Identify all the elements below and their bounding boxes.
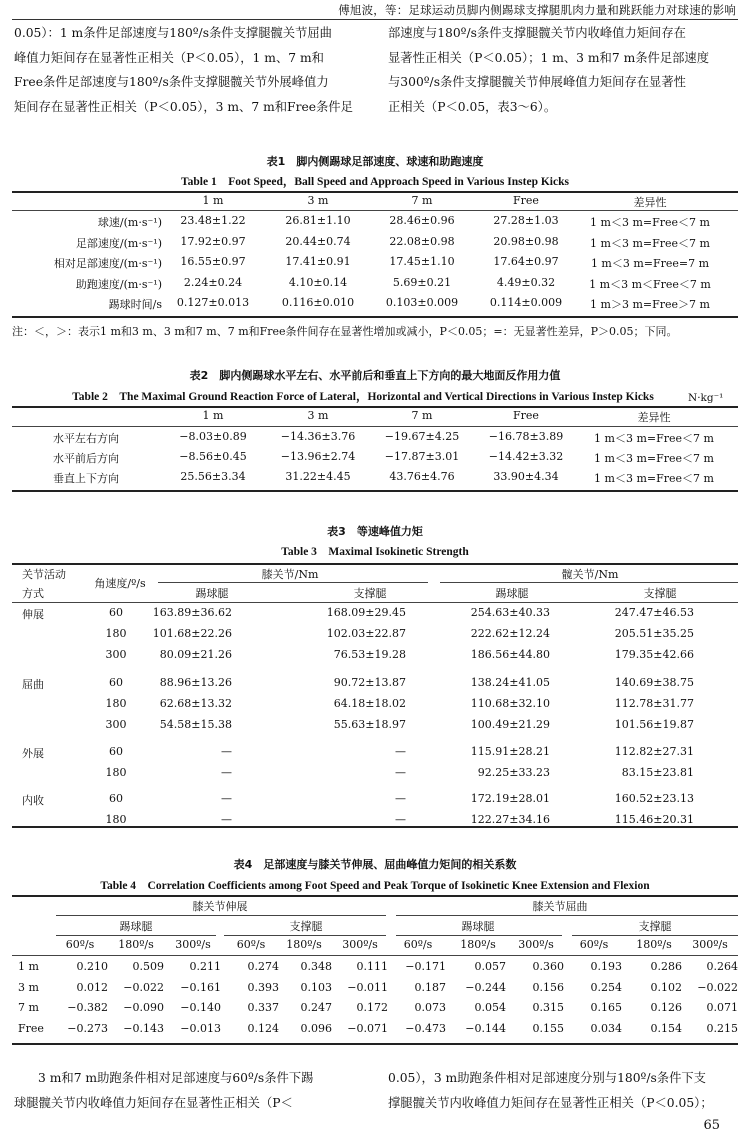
table4-cell: 0.509 bbox=[132, 960, 164, 973]
table2-cell: 43.76±4.76 bbox=[389, 470, 455, 483]
table3-joint-label: 外展 bbox=[22, 747, 44, 761]
table2-cell: 25.56±3.34 bbox=[180, 470, 246, 483]
table3-cell: 115.91±28.21 bbox=[470, 745, 550, 759]
table4-subheader: 支撑腿 bbox=[638, 920, 672, 933]
table4-cell: 0.071 bbox=[706, 1001, 738, 1014]
table3-header-knee: 膝关节/Nm bbox=[261, 568, 319, 581]
table3-cell: — bbox=[221, 766, 232, 780]
table4-ext-rule bbox=[56, 915, 386, 916]
table3-cell: — bbox=[221, 745, 232, 759]
table1-row-label: 助跑速度/(m·s⁻¹) bbox=[75, 277, 162, 291]
table3-cell: 102.03±22.87 bbox=[326, 627, 406, 641]
table4-cell: 0.393 bbox=[247, 980, 279, 994]
table4-row-label: Free bbox=[18, 1021, 44, 1035]
table4-cell: 0.034 bbox=[590, 1021, 622, 1035]
table4-cell: −0.273 bbox=[67, 1021, 108, 1035]
table3-header-joint-motion: 关节活动 bbox=[22, 568, 66, 581]
table4-cell: −0.140 bbox=[180, 1001, 221, 1014]
table1-cell: 17.92±0.97 bbox=[180, 234, 246, 248]
table4-row-label: 3 m bbox=[18, 980, 39, 994]
table4-bottom-rule bbox=[12, 1043, 738, 1045]
table4-cell: 0.124 bbox=[247, 1021, 279, 1035]
table4-cell: 0.103 bbox=[300, 980, 332, 994]
table1-header-cell: 7 m bbox=[411, 194, 433, 207]
table2-cell: −17.87±3.01 bbox=[384, 450, 460, 463]
table3-cell: 83.15±23.81 bbox=[621, 766, 694, 780]
table1-header-cell: 差异性 bbox=[633, 196, 667, 209]
table4-speed-header: 60º/s bbox=[65, 938, 95, 951]
table2-cell: −16.78±3.89 bbox=[488, 430, 564, 443]
table4-header-flex: 膝关节屈曲 bbox=[532, 900, 588, 913]
table4-cell: −0.143 bbox=[123, 1021, 164, 1035]
paragraph-line: 显著性正相关（P＜0.05）；1 m、3 m和7 m条件足部速度 bbox=[388, 50, 710, 65]
table3-cell: 92.25±33.23 bbox=[477, 766, 550, 780]
table4-speed-header: 180º/s bbox=[460, 938, 496, 951]
table2-caption-en: Table 2 The Maximal Ground Reaction Force of Lateral，Horizontal and Vertical Directions in Various Instep Kicks bbox=[72, 391, 654, 403]
table2-header-cell: 1 m bbox=[202, 409, 224, 422]
table4-cell: 0.286 bbox=[650, 960, 682, 973]
table3-speed-cell: 180 bbox=[105, 766, 127, 780]
table4-subheader: 踢球腿 bbox=[119, 920, 153, 933]
paragraph-line: 峰值力矩间存在显著性正相关（P＜0.05），1 m、7 m和 bbox=[14, 50, 324, 65]
table4-cell: 0.210 bbox=[76, 960, 108, 973]
table2-bottom-rule bbox=[12, 490, 738, 492]
table4-speed-header: 180º/s bbox=[286, 938, 322, 951]
table3-cell: 55.63±18.97 bbox=[333, 718, 406, 731]
paragraph-line: 撑腿髋关节内收峰值力矩间存在显著性正相关（P＜0.05）； bbox=[388, 1095, 713, 1110]
table3-joint-label: 伸展 bbox=[22, 608, 44, 621]
table3-hip-rule bbox=[440, 582, 738, 583]
table1-note: 注：＜，＞：表示1 m和3 m、3 m和7 m、7 m和Free条件间存在显著性增加或减小，P＜0.05；=：无显著性差异，P＞0.05；下同。 bbox=[12, 325, 678, 338]
table4-kick-rule-1 bbox=[56, 935, 216, 936]
table2-row-label: 水平前后方向 bbox=[53, 452, 119, 465]
table1-row-label: 足部速度/(m·s⁻¹) bbox=[75, 236, 162, 250]
table3-speed-cell: 300 bbox=[105, 718, 127, 731]
table1-cell: 27.28±1.03 bbox=[493, 214, 559, 227]
table2-cell: −19.67±4.25 bbox=[384, 430, 460, 443]
table4-speed-header: 180º/s bbox=[636, 938, 672, 951]
table3-speed-cell: 180 bbox=[105, 812, 127, 826]
table1-bottom-rule bbox=[12, 316, 738, 318]
table2-cell: 1 m＜3 m=Free＜7 m bbox=[594, 472, 714, 485]
table4-speed-header: 300º/s bbox=[175, 938, 211, 951]
paragraph-line: 球腿髋关节内收峰值力矩间存在显著性正相关（P＜ bbox=[14, 1095, 293, 1110]
table4-cell: 0.254 bbox=[590, 980, 622, 994]
table3-cell: 172.19±28.01 bbox=[470, 791, 550, 805]
table4-cell: 0.187 bbox=[414, 980, 446, 994]
table4-cell: 0.111 bbox=[356, 960, 388, 973]
table4-cell: −0.244 bbox=[465, 980, 506, 994]
page-number: 65 bbox=[703, 1118, 720, 1133]
table3-speed-cell: 60 bbox=[109, 745, 123, 759]
paragraph-line: 0.05）：1 m条件足部速度与180º/s条件支撑腿髋关节屈曲 bbox=[14, 26, 332, 40]
table3-joint-label: 屈曲 bbox=[22, 677, 44, 691]
table3-cell: — bbox=[395, 745, 406, 759]
table1-cell: 5.69±0.21 bbox=[392, 275, 452, 289]
table1-cell: 28.46±0.96 bbox=[389, 214, 455, 227]
table3-cell: 64.18±18.02 bbox=[333, 696, 406, 710]
table3-cell: 163.89±36.62 bbox=[152, 606, 232, 619]
paragraph-line: 3 m和7 m助跑条件相对足部速度与60º/s条件下踢 bbox=[38, 1071, 314, 1085]
paragraph-line: 正相关（P＜0.05，表3～6）。 bbox=[388, 99, 557, 114]
table1-header-cell: Free bbox=[513, 194, 539, 207]
table4-cell: 0.096 bbox=[300, 1021, 332, 1035]
table3-speed-cell: 60 bbox=[109, 791, 123, 805]
table2-cell: 1 m＜3 m=Free＜7 m bbox=[594, 452, 714, 465]
table1-cell: 23.48±1.22 bbox=[180, 214, 246, 227]
table4-cell: −0.022 bbox=[697, 980, 738, 994]
table1-cell: 17.41±0.91 bbox=[285, 255, 351, 268]
table2-unit: N·kg⁻¹ bbox=[688, 392, 724, 404]
table3-subheader: 支撑腿 bbox=[353, 587, 387, 600]
table3-cell: 112.78±31.77 bbox=[614, 696, 694, 710]
table3-cell: 80.09±21.26 bbox=[159, 648, 232, 662]
table4-cell: 0.247 bbox=[300, 1001, 332, 1014]
table3-subheader: 踢球腿 bbox=[195, 587, 229, 600]
table3-cell: 138.24±41.05 bbox=[470, 675, 550, 689]
table1-cell: 17.64±0.97 bbox=[493, 255, 559, 268]
table4-cell: −0.473 bbox=[405, 1021, 446, 1035]
table3-cell: 100.49±21.29 bbox=[470, 718, 550, 731]
table4-cell: 0.348 bbox=[300, 960, 332, 973]
table4-cell: 0.165 bbox=[590, 1001, 622, 1014]
table4-speed-header: 300º/s bbox=[342, 938, 378, 951]
table3-cell: — bbox=[395, 791, 406, 805]
table4-cell: 0.193 bbox=[590, 960, 622, 973]
table4-cell: 0.102 bbox=[650, 980, 682, 994]
table2-header-cell: Free bbox=[513, 409, 539, 422]
table3-caption-en: Table 3 Maximal Isokinetic Strength bbox=[281, 546, 469, 558]
table2-row-label: 水平左右方向 bbox=[53, 432, 119, 445]
table1-header-cell: 3 m bbox=[307, 194, 329, 207]
table4-cell: −0.011 bbox=[347, 980, 388, 994]
table3-speed-cell: 180 bbox=[105, 627, 127, 641]
table3-cell: 222.62±12.24 bbox=[470, 627, 550, 641]
table2-header-cell: 3 m bbox=[307, 409, 329, 422]
table3-cell: 90.72±13.87 bbox=[333, 675, 406, 689]
table3-cell: 168.09±29.45 bbox=[326, 606, 406, 619]
table3-joint-label: 内收 bbox=[22, 793, 44, 807]
table3-bottom-rule bbox=[12, 826, 738, 828]
table4-support-rule-2 bbox=[572, 935, 738, 936]
table4-cell: 0.360 bbox=[532, 960, 564, 973]
table4-cell: −0.171 bbox=[405, 960, 446, 973]
table3-cell: 112.82±27.31 bbox=[614, 745, 694, 759]
table2-caption-zh: 表2 脚内侧踢球水平左右、水平前后和垂直上下方向的最大地面反作用力值 bbox=[189, 369, 561, 382]
table1-cell: 26.81±1.10 bbox=[285, 214, 351, 227]
table4-cell: 0.264 bbox=[706, 960, 738, 973]
table2-cell: −14.42±3.32 bbox=[488, 450, 564, 463]
table1-cell: 20.98±0.98 bbox=[493, 234, 559, 248]
table4-cell: −0.161 bbox=[180, 980, 221, 994]
table4-cell: 0.211 bbox=[189, 960, 221, 973]
table4-caption-zh: 表4 足部速度与膝关节伸展、屈曲峰值力矩间的相关系数 bbox=[233, 858, 517, 871]
table4-cell: 0.156 bbox=[532, 980, 564, 994]
table3-cell: 160.52±23.13 bbox=[614, 791, 694, 805]
table3-cell: 115.46±20.31 bbox=[614, 812, 694, 826]
paragraph-line: Free条件足部速度与180º/s条件支撑腿髋关节外展峰值力 bbox=[14, 75, 329, 89]
table4-cell: −0.382 bbox=[67, 1001, 108, 1014]
table4-subheader: 支撑腿 bbox=[289, 920, 323, 933]
table4-speed-header: 60º/s bbox=[579, 938, 609, 951]
table2-top-rule bbox=[12, 406, 738, 408]
table3-subheader: 支撑腿 bbox=[643, 587, 677, 600]
table4-cell: 0.073 bbox=[414, 1001, 446, 1014]
table3-cell: 76.53±19.28 bbox=[333, 648, 406, 662]
table1-top-rule bbox=[12, 191, 738, 193]
table1-cell: 17.45±1.10 bbox=[389, 255, 455, 268]
table4-speed-header: 300º/s bbox=[692, 938, 728, 951]
table2-cell: −8.03±0.89 bbox=[179, 430, 247, 443]
table3-header-speed: 角速度/º/s bbox=[94, 577, 146, 590]
table3-cell: 88.96±13.26 bbox=[159, 675, 232, 689]
table1-row-label: 踢球时间/s bbox=[108, 298, 162, 311]
table1-cell: 1 m＜3 m=Free=7 m bbox=[590, 257, 710, 270]
table3-cell: — bbox=[395, 766, 406, 780]
table1-cell: 1 m＜3 m=Free＜7 m bbox=[590, 236, 710, 250]
table4-cell: 0.337 bbox=[247, 1001, 279, 1014]
table4-caption-en: Table 4 Correlation Coefficients among Foot Speed and Peak Torque of Isokinetic Knee Extension and Flexion bbox=[100, 880, 650, 892]
table2-row-label: 垂直上下方向 bbox=[53, 472, 119, 485]
table4-cell: 0.054 bbox=[474, 1001, 506, 1014]
table1-cell: 0.127±0.013 bbox=[176, 296, 250, 309]
table2-cell: −8.56±0.45 bbox=[179, 450, 247, 463]
table2-cell: −13.96±2.74 bbox=[280, 450, 356, 463]
table4-cell: −0.022 bbox=[123, 980, 164, 994]
paragraph-line: 与300º/s条件支撑腿髋关节伸展峰值力矩间存在显著性 bbox=[388, 75, 686, 89]
table2-cell: 31.22±4.45 bbox=[285, 470, 351, 483]
table4-cell: −0.090 bbox=[123, 1001, 164, 1014]
table4-head-rule bbox=[12, 955, 738, 956]
table3-header-hip: 髋关节/Nm bbox=[561, 568, 619, 581]
table3-speed-cell: 60 bbox=[109, 675, 123, 689]
table4-top-rule bbox=[12, 895, 738, 897]
table4-speed-header: 60º/s bbox=[403, 938, 433, 951]
table3-speed-cell: 180 bbox=[105, 696, 127, 710]
paragraph-line: 部速度与180º/s条件支撑腿髋关节内收峰值力矩间存在 bbox=[388, 26, 686, 40]
table1-cell: 0.116±0.010 bbox=[281, 296, 355, 309]
table4-cell: 0.315 bbox=[532, 1001, 564, 1014]
table4-speed-header: 300º/s bbox=[518, 938, 554, 951]
table3-cell: — bbox=[221, 812, 232, 826]
table1-cell: 1 m＞3 m=Free＞7 m bbox=[590, 298, 710, 311]
table3-cell: — bbox=[395, 812, 406, 826]
table3-header-mode: 方式 bbox=[22, 587, 44, 600]
table1-cell: 22.08±0.98 bbox=[389, 234, 455, 248]
table1-cell: 0.103±0.009 bbox=[385, 296, 459, 309]
table1-cell: 20.44±0.74 bbox=[285, 234, 351, 248]
table4-flex-rule bbox=[396, 915, 738, 916]
table1-cell: 4.49±0.32 bbox=[496, 275, 556, 289]
table4-speed-header: 60º/s bbox=[236, 938, 266, 951]
table4-subheader: 踢球腿 bbox=[461, 920, 495, 933]
table1-row-label: 球速/(m·s⁻¹) bbox=[97, 216, 162, 229]
table2-cell: 33.90±4.34 bbox=[493, 470, 559, 483]
table4-cell: 0.012 bbox=[76, 980, 108, 994]
table1-head-rule bbox=[12, 210, 738, 211]
table4-cell: 0.126 bbox=[650, 1001, 682, 1014]
table4-cell: 0.172 bbox=[356, 1001, 388, 1014]
table4-cell: 0.274 bbox=[247, 960, 279, 973]
table2-header-cell: 7 m bbox=[411, 409, 433, 422]
table3-cell: 122.27±34.16 bbox=[470, 812, 550, 826]
table4-kick-rule-2 bbox=[396, 935, 562, 936]
table3-cell: 101.56±19.87 bbox=[614, 718, 694, 731]
table1-cell: 2.24±0.24 bbox=[183, 275, 243, 289]
table1-cell: 4.10±0.14 bbox=[288, 275, 348, 289]
table3-cell: — bbox=[221, 791, 232, 805]
table1-cell: 1 m＜3 m=Free＜7 m bbox=[590, 216, 710, 229]
table2-head-rule bbox=[12, 426, 738, 427]
table3-cell: 247.47±46.53 bbox=[614, 606, 694, 619]
table3-knee-rule bbox=[158, 582, 428, 583]
table4-row-label: 7 m bbox=[18, 1001, 39, 1014]
table1-cell: 1 m＜3 m＜Free＜7 m bbox=[589, 277, 711, 291]
table4-cell: −0.144 bbox=[465, 1021, 506, 1035]
table3-cell: 110.68±32.10 bbox=[470, 696, 550, 710]
table3-speed-cell: 60 bbox=[109, 606, 123, 619]
table1-cell: 16.55±0.97 bbox=[180, 255, 246, 268]
running-header: 傅旭波，等：足球运动员脚内侧踢球支撑腿肌肉力量和跳跃能力对球速的影响 bbox=[338, 3, 736, 17]
table1-row-label: 相对足部速度/(m·s⁻¹) bbox=[53, 257, 162, 270]
table4-cell: 0.154 bbox=[650, 1021, 682, 1035]
table1-header-cell: 1 m bbox=[202, 194, 224, 207]
table3-head-rule bbox=[12, 602, 738, 603]
table3-cell: 54.58±15.38 bbox=[159, 718, 232, 731]
table3-speed-cell: 300 bbox=[105, 648, 127, 662]
table4-row-label: 1 m bbox=[18, 960, 39, 973]
table3-cell: 205.51±35.25 bbox=[614, 627, 694, 641]
table1-caption-en: Table 1 Foot Speed，Ball Speed and Approach Speed in Various Instep Kicks bbox=[181, 176, 569, 188]
paragraph-line: 矩间存在显著性正相关（P＜0.05），3 m、7 m和Free条件足 bbox=[14, 99, 353, 114]
table4-header-ext: 膝关节伸展 bbox=[192, 900, 248, 913]
table3-cell: 101.68±22.26 bbox=[152, 627, 232, 641]
table4-cell: −0.071 bbox=[347, 1021, 388, 1035]
table4-cell: 0.155 bbox=[532, 1021, 564, 1035]
table3-cell: 62.68±13.32 bbox=[159, 696, 232, 710]
table4-cell: −0.013 bbox=[180, 1021, 221, 1035]
table3-top-rule bbox=[12, 563, 738, 565]
table3-caption-zh: 表3 等速峰值力矩 bbox=[327, 525, 423, 538]
table4-cell: 0.215 bbox=[706, 1021, 738, 1035]
table3-subheader: 踢球腿 bbox=[495, 587, 529, 600]
header-rule bbox=[12, 19, 738, 20]
table3-cell: 186.56±44.80 bbox=[470, 648, 550, 662]
table3-cell: 179.35±42.66 bbox=[614, 648, 694, 662]
table3-cell: 254.63±40.33 bbox=[470, 606, 550, 619]
table1-caption-zh: 表1 脚内侧踢球足部速度、球速和助跑速度 bbox=[266, 155, 484, 168]
table3-cell: 140.69±38.75 bbox=[614, 675, 694, 689]
table2-header-cell: 差异性 bbox=[637, 411, 671, 424]
paragraph-line: 0.05），3 m助跑条件相对足部速度分别与180º/s条件下支 bbox=[388, 1071, 706, 1085]
table4-cell: 0.057 bbox=[474, 960, 506, 973]
table2-cell: −14.36±3.76 bbox=[280, 430, 356, 443]
table2-cell: 1 m＜3 m=Free＜7 m bbox=[594, 432, 714, 445]
table4-speed-header: 180º/s bbox=[118, 938, 154, 951]
table4-support-rule-1 bbox=[224, 935, 386, 936]
table1-cell: 0.114±0.009 bbox=[489, 296, 563, 309]
